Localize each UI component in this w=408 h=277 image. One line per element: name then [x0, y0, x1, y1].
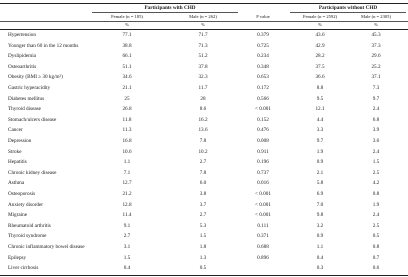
female-chd-value: 21.2 — [122, 191, 132, 197]
female-chd-value: 1.1 — [123, 159, 131, 166]
table-row — [0, 189, 408, 200]
female-nochd-value: 9.7 — [316, 138, 324, 144]
female-chd-value: 10.6 — [122, 148, 132, 155]
p-value: 0.371 — [257, 233, 269, 240]
male-chd-value: 32.3 — [198, 74, 208, 81]
female-nochd-value: 6.9 — [316, 191, 324, 197]
table-row — [0, 30, 408, 41]
top-rule — [0, 3, 408, 4]
p-value: 0.016 — [257, 180, 269, 187]
female-nochd-value: 1.1 — [316, 244, 324, 250]
row-label: Diabetes mellitus — [8, 95, 45, 102]
p-value: 0.172 — [257, 85, 269, 91]
table-row — [0, 168, 408, 179]
p-value: 0.737 — [257, 169, 269, 176]
male-nochd-value: 1.9 — [372, 201, 380, 208]
p-value: 0.476 — [257, 127, 269, 134]
row-label: Obesity (BMI ≥ 30 kg/m²) — [8, 74, 63, 81]
female-chd-value: 7.1 — [123, 169, 131, 176]
row-label: Migraine — [8, 212, 28, 219]
table-row — [0, 83, 408, 94]
p-value: 0.653 — [257, 74, 269, 81]
female-nochd-value: 28.2 — [315, 53, 325, 60]
p-value: 0.152 — [257, 116, 269, 123]
male-chd-value: 7.8 — [199, 169, 207, 176]
female-nochd-value: 8.8 — [316, 85, 324, 91]
row-label: Chronic inflammatory bowel disease — [8, 244, 85, 250]
female-nochd-value: 37.5 — [315, 63, 325, 70]
female-nochd-value: 12.1 — [315, 106, 325, 113]
female-chd-value: 3.1 — [123, 244, 131, 250]
group-header-with-chd: Participants with CHD — [144, 5, 196, 11]
table-row — [0, 200, 408, 211]
male-nochd-value: 2.4 — [372, 212, 380, 219]
table-row — [0, 178, 408, 189]
table-row — [0, 115, 408, 126]
male-nochd-value: 45.3 — [371, 32, 381, 38]
female-nochd-value: 0.9 — [316, 233, 324, 240]
col-header-p-value: P value — [256, 14, 270, 19]
female-chd-value: 38.8 — [122, 42, 132, 49]
male-chd-value: 1.8 — [199, 244, 207, 250]
male-chd-value: 8.6 — [199, 106, 207, 113]
male-chd-value: 16.2 — [198, 116, 208, 123]
row-label: Cancer — [8, 127, 23, 134]
p-value: < 0.001 — [255, 212, 271, 219]
male-chd-value: 2.7 — [199, 159, 207, 166]
female-chd-value: 11.8 — [122, 116, 132, 123]
table-row — [0, 242, 408, 253]
row-label: Gastric hyperacidity — [8, 85, 51, 91]
row-label: Depression — [8, 138, 32, 144]
row-label: Thyroid syndrome — [8, 233, 47, 240]
row-label: Epilepsy — [8, 254, 27, 261]
row-label: Dyslipidemia — [8, 53, 36, 60]
male-chd-value: 0.5 — [199, 265, 207, 272]
female-nochd-value: 0.4 — [316, 254, 324, 261]
unit-male-nochd: % — [374, 22, 378, 27]
female-nochd-value: 36.6 — [315, 74, 325, 81]
male-nochd-value: 29.6 — [371, 53, 381, 60]
table-row — [0, 231, 408, 242]
female-chd-value: 0.4 — [123, 265, 131, 272]
male-chd-value: 71.3 — [198, 42, 208, 49]
male-nochd-value: 37.1 — [371, 74, 381, 81]
row-label: Stomach/ulcers disease — [8, 116, 57, 123]
row-label: Asthma — [8, 180, 25, 187]
col-header-male-nochd: Male (n = 2305) — [360, 14, 392, 19]
p-value: 0.008 — [257, 138, 269, 144]
male-nochd-value: 0.8 — [372, 244, 380, 250]
p-value: < 0.001 — [255, 191, 271, 197]
table-row — [0, 136, 408, 147]
group-rule-without — [290, 12, 406, 13]
row-label: Anxiety disorder — [8, 201, 44, 208]
female-chd-value: 12.8 — [122, 201, 132, 208]
female-nochd-value: 43.6 — [315, 32, 325, 38]
table-row — [0, 62, 408, 73]
female-chd-value: 9.1 — [123, 222, 131, 229]
bottom-rule — [0, 275, 408, 276]
row-label: Osteoarthritis — [8, 63, 37, 70]
table-row — [0, 104, 408, 115]
female-nochd-value: 3.3 — [316, 127, 324, 134]
row-label: Hypertension — [8, 32, 36, 38]
female-chd-value: 12.7 — [122, 180, 132, 187]
male-nochd-value: 0.8 — [372, 191, 380, 197]
p-value: 0.688 — [257, 244, 269, 250]
table-row — [0, 72, 408, 83]
female-chd-value: 11.3 — [122, 127, 132, 134]
male-nochd-value: 25.2 — [371, 63, 381, 70]
male-nochd-value: 0.5 — [372, 233, 380, 240]
male-chd-value: 1.3 — [199, 254, 207, 261]
table-row — [0, 147, 408, 158]
female-nochd-value: 1.9 — [316, 148, 324, 155]
male-nochd-value: 2.5 — [372, 222, 380, 229]
female-chd-value: 51.1 — [122, 63, 132, 70]
male-nochd-value: 2.5 — [372, 169, 380, 176]
male-nochd-value: 37.3 — [371, 42, 381, 49]
row-label: Thyroid disease — [8, 106, 41, 113]
male-chd-value: 51.2 — [198, 53, 208, 60]
p-value: < 0.001 — [255, 201, 271, 208]
female-chd-value: 26.8 — [122, 106, 132, 113]
group-header-without-chd: Participants without CHD — [318, 5, 378, 11]
row-label: Younger than 60 in the 12 months — [8, 42, 79, 49]
male-chd-value: 28 — [200, 95, 206, 102]
col-header-female-chd: Female (n = 185) — [111, 14, 143, 19]
male-chd-value: 3.7 — [199, 201, 207, 208]
male-nochd-value: 9.7 — [372, 95, 380, 102]
male-nochd-value: 3.6 — [372, 138, 380, 144]
female-chd-value: 16.8 — [122, 138, 132, 144]
row-label: Rheumatoid arthritis — [8, 222, 51, 229]
male-chd-value: 37.8 — [198, 63, 208, 70]
female-nochd-value: 7.0 — [316, 201, 324, 208]
male-chd-value: 13.6 — [198, 127, 208, 134]
row-label: Hepatitis — [8, 159, 27, 166]
p-value: 0.566 — [257, 95, 269, 102]
table-row — [0, 157, 408, 168]
p-value: 0.234 — [257, 53, 269, 60]
male-nochd-value: 6.8 — [372, 116, 380, 123]
female-nochd-value: 0.9 — [316, 159, 324, 166]
p-value: < 0.001 — [255, 106, 271, 113]
male-chd-value: 1.5 — [199, 233, 207, 240]
p-value: 0.911 — [257, 148, 269, 155]
female-nochd-value: 0.3 — [316, 265, 324, 272]
male-nochd-value: 2.4 — [372, 148, 380, 155]
unit-female-chd: % — [125, 22, 129, 27]
male-nochd-value: 4.2 — [372, 180, 380, 187]
male-nochd-value: 2.4 — [372, 106, 380, 113]
female-chd-value: 25 — [124, 95, 130, 102]
male-chd-value: 2.7 — [199, 212, 207, 219]
row-label: Stroke — [8, 148, 22, 155]
female-nochd-value: 9.8 — [316, 212, 324, 219]
male-chd-value: 3.8 — [199, 191, 207, 197]
female-chd-value: 34.6 — [122, 74, 132, 81]
female-nochd-value: 4.4 — [316, 116, 324, 123]
table-row — [0, 253, 408, 264]
female-chd-value: 21.1 — [122, 85, 132, 91]
male-chd-value: 71.7 — [198, 32, 208, 38]
table-row — [0, 41, 408, 52]
unit-female-nochd: % — [318, 22, 322, 27]
female-nochd-value: 2.1 — [316, 169, 324, 176]
female-nochd-value: 5.8 — [316, 180, 324, 187]
table-row — [0, 51, 408, 62]
female-chd-value: 77.1 — [122, 32, 132, 38]
table-row — [0, 125, 408, 136]
p-value: 0.725 — [257, 42, 269, 49]
row-label: Liver cirrhosis — [8, 265, 39, 272]
male-nochd-value: 7.3 — [372, 85, 380, 91]
female-nochd-value: 9.5 — [316, 95, 324, 102]
table-row — [0, 221, 408, 232]
table-row — [0, 263, 408, 274]
male-chd-value: 10.2 — [198, 148, 208, 155]
male-chd-value: 5.3 — [199, 222, 207, 229]
table-row — [0, 210, 408, 221]
p-value: 0.196 — [257, 159, 269, 166]
female-chd-value: 2.7 — [123, 233, 131, 240]
female-chd-value: 66.1 — [122, 53, 132, 60]
female-nochd-value: 42.9 — [315, 42, 325, 49]
female-nochd-value: 3.2 — [316, 222, 324, 229]
male-chd-value: 7.8 — [199, 138, 207, 144]
female-chd-value: 1.5 — [123, 254, 131, 261]
col-header-female-nochd: Female (n = 2592) — [302, 14, 338, 19]
table-row — [0, 94, 408, 105]
p-value: 0.348 — [257, 63, 269, 70]
row-label: Chronic kidney disease — [8, 169, 57, 176]
col-header-male-chd: Male (n = 262) — [189, 14, 217, 19]
p-value: 0.111 — [257, 222, 269, 229]
male-nochd-value: 3.9 — [372, 127, 380, 134]
male-chd-value: 6.0 — [199, 180, 207, 187]
male-nochd-value: 0.7 — [372, 254, 380, 261]
group-rule-with — [92, 12, 238, 13]
female-chd-value: 11.4 — [122, 212, 132, 219]
male-nochd-value: 0.6 — [372, 265, 380, 272]
male-nochd-value: 1.5 — [372, 159, 380, 166]
male-chd-value: 11.7 — [198, 85, 208, 91]
unit-male-chd: % — [201, 22, 205, 27]
p-value: 0.379 — [257, 32, 269, 38]
row-label: Osteoporosis — [8, 191, 36, 197]
p-value: 0.896 — [257, 254, 269, 261]
